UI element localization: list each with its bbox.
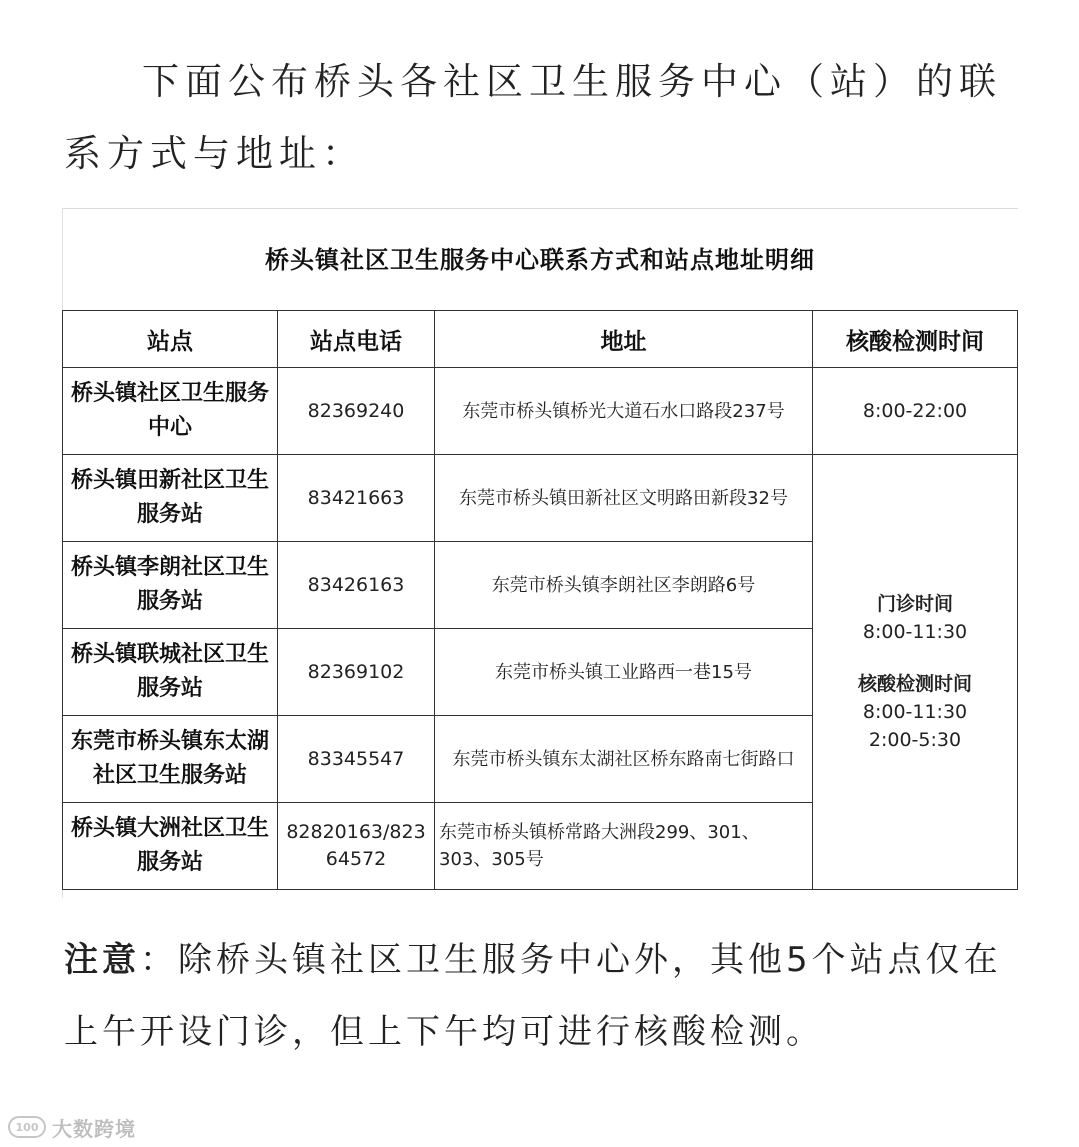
watermark xyxy=(8,1112,136,1142)
table-row xyxy=(63,455,1018,542)
test-time-label: 核酸检测时间 xyxy=(857,673,972,695)
site-address: 东莞市桥头镇东太湖社区桥东路南七街路口 xyxy=(435,716,813,803)
clinic-time-label: 门诊时间 xyxy=(876,593,953,615)
watermark-logo-icon: 100 xyxy=(8,1116,46,1138)
note-paragraph xyxy=(64,924,1024,1068)
table-title: 桥头镇社区卫生服务中心联系方式和站点地址明细 xyxy=(265,245,815,274)
site-phone: 82820163/82364572 xyxy=(278,803,435,890)
note-text: ：除桥头镇社区卫生服务中心外，其他5个站点仅在上午开设门诊，但上下午均可进行核酸检测。 xyxy=(64,940,1002,1052)
site-name: 桥头镇联城社区卫生服务站 xyxy=(63,629,278,716)
watermark-text: 大数跨境 xyxy=(52,1116,136,1141)
merged-time-cell xyxy=(813,455,1018,890)
site-address: 东莞市桥头镇桥光大道石水口路段237号 xyxy=(435,368,813,455)
site-address: 东莞市桥头镇桥常路大洲段299、301、303、305号 xyxy=(435,803,813,890)
site-name: 桥头镇李朗社区卫生服务站 xyxy=(63,542,278,629)
site-phone: 82369102 xyxy=(278,629,435,716)
site-phone: 82369240 xyxy=(278,368,435,455)
header-test-time: 核酸检测时间 xyxy=(813,311,1018,368)
site-name: 桥头镇大洲社区卫生服务站 xyxy=(63,803,278,890)
intro-paragraph: 下面公布桥头各社区卫生服务中心（站）的联系方式与地址： xyxy=(64,60,1002,175)
site-name: 东莞市桥头镇东太湖社区卫生服务站 xyxy=(63,716,278,803)
table-header-row xyxy=(63,311,1018,368)
site-name: 桥头镇社区卫生服务中心 xyxy=(63,368,278,455)
header-address: 地址 xyxy=(435,311,813,368)
sites-table xyxy=(62,310,1018,890)
table-row xyxy=(63,368,1018,455)
header-site: 站点 xyxy=(63,311,278,368)
site-test-time: 8:00-22:00 xyxy=(813,368,1018,455)
site-phone: 83345547 xyxy=(278,716,435,803)
site-address: 东莞市桥头镇田新社区文明路田新段32号 xyxy=(435,455,813,542)
header-phone: 站点电话 xyxy=(278,311,435,368)
test-time-value-1: 8:00-11:30 xyxy=(862,701,968,723)
clinic-time-value: 8:00-11:30 xyxy=(862,621,968,643)
site-phone: 83421663 xyxy=(278,455,435,542)
test-time-value-2: 2:00-5:30 xyxy=(868,729,962,751)
site-address: 东莞市桥头镇工业路西一巷15号 xyxy=(435,629,813,716)
site-name: 桥头镇田新社区卫生服务站 xyxy=(63,455,278,542)
note-label: 注意 xyxy=(64,940,140,980)
site-address: 东莞市桥头镇李朗社区李朗路6号 xyxy=(435,542,813,629)
site-phone: 83426163 xyxy=(278,542,435,629)
